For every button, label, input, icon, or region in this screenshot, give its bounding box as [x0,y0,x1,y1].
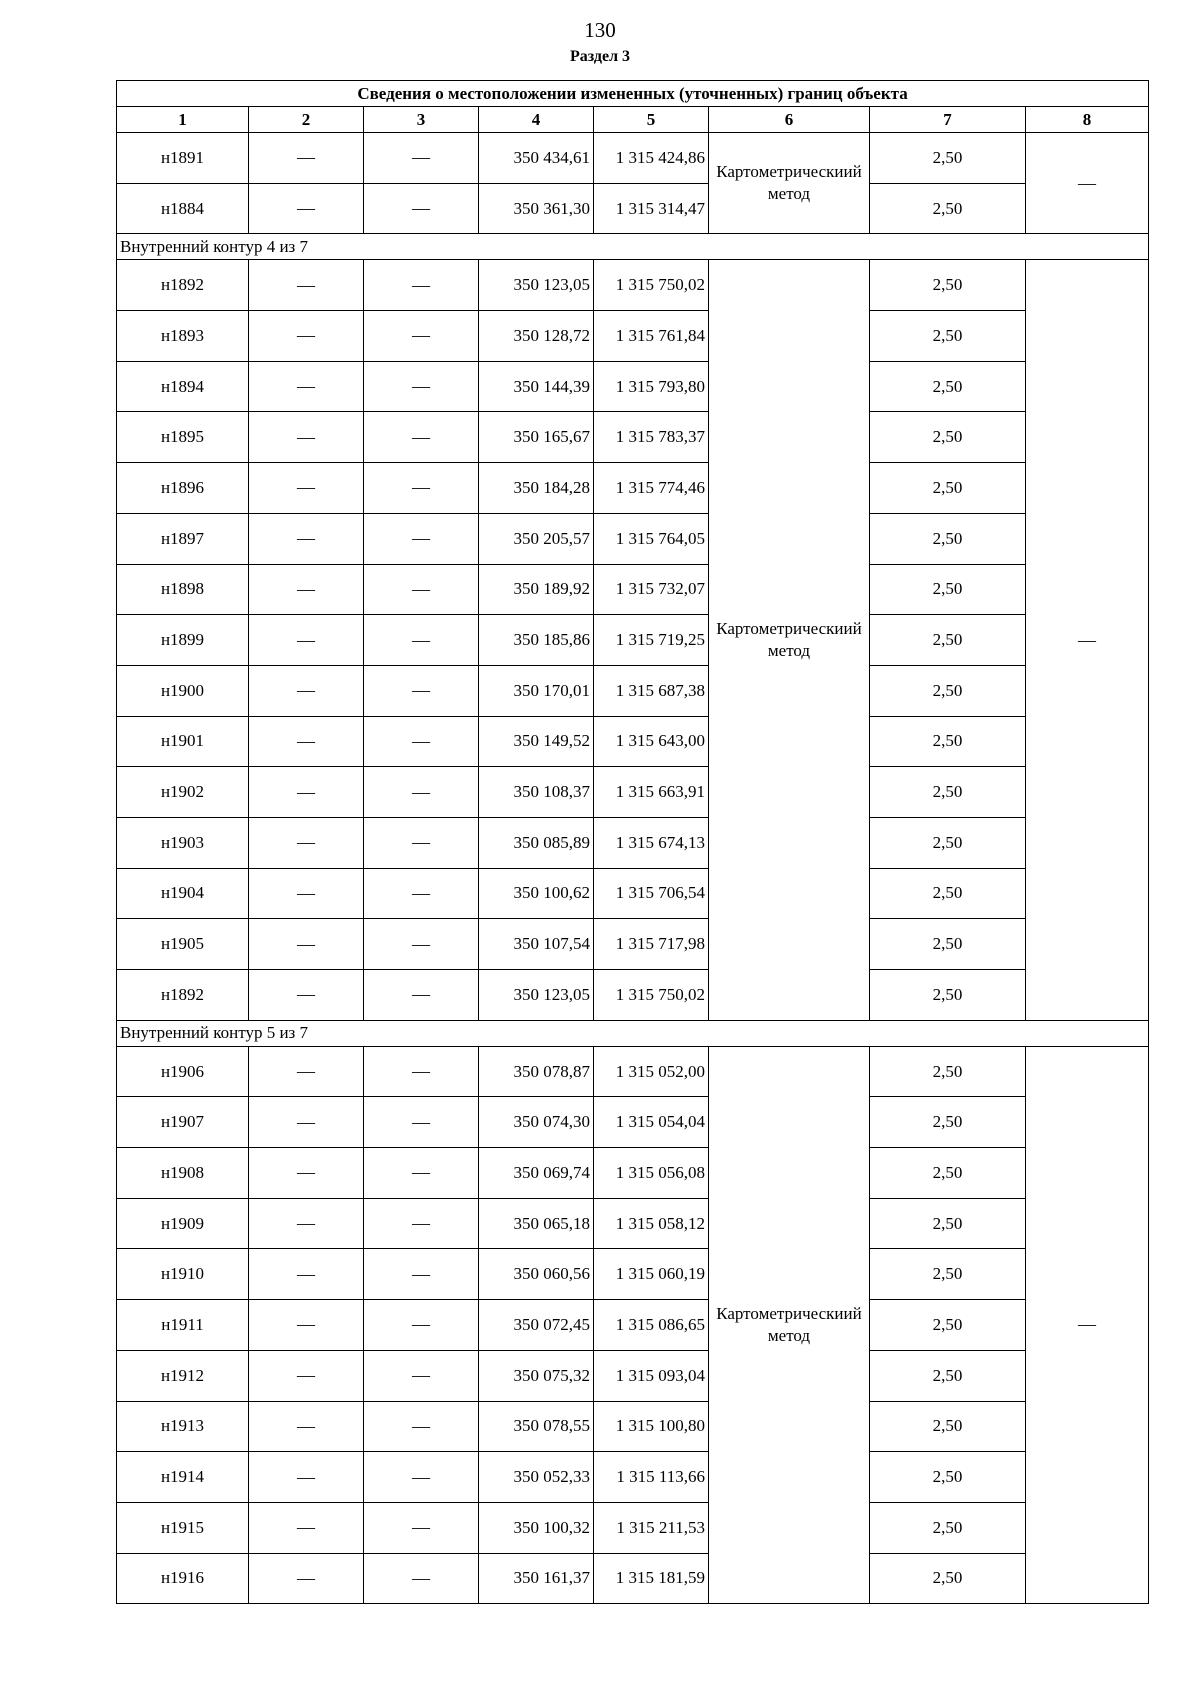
point-name-cell: н1892 [117,970,249,1021]
accuracy-cell: 2,50 [870,1097,1026,1148]
accuracy-cell: 2,50 [870,1350,1026,1401]
dash-cell: — [364,1249,479,1300]
dash-cell: — [249,412,364,463]
table-row [117,1198,1149,1249]
dash-cell: — [364,1046,479,1097]
table-row [117,868,1149,919]
dash-cell: — [249,463,364,514]
table-caption: Сведения о местоположении измененных (уточненных) границ объекта [117,81,1149,107]
accuracy-cell: 2,50 [870,1198,1026,1249]
x-coordinate-cell: 350 069,74 [479,1148,594,1199]
x-coordinate-cell: 350 149,52 [479,716,594,767]
dash-cell: — [364,919,479,970]
accuracy-cell: 2,50 [870,970,1026,1021]
dash-cell: — [249,1401,364,1452]
accuracy-cell: 2,50 [870,1300,1026,1351]
table-caption-row [117,81,1149,107]
y-coordinate-cell: 1 315 783,37 [594,412,709,463]
point-name-cell: н1894 [117,361,249,412]
dash-cell: — [364,311,479,362]
y-coordinate-cell: 1 315 100,80 [594,1401,709,1452]
dash-cell: — [364,868,479,919]
dash-cell: — [364,260,479,311]
y-coordinate-cell: 1 315 054,04 [594,1097,709,1148]
dash-cell: — [364,1300,479,1351]
dash-cell: — [249,260,364,311]
x-coordinate-cell: 350 075,32 [479,1350,594,1401]
table-row [117,133,1149,184]
table-row [117,665,1149,716]
dash-cell: — [249,1502,364,1553]
column-8-cell: — [1026,1046,1149,1604]
x-coordinate-cell: 350 052,33 [479,1452,594,1503]
accuracy-cell: 2,50 [870,133,1026,184]
dash-cell: — [249,817,364,868]
table-row [117,767,1149,818]
x-coordinate-cell: 350 205,57 [479,513,594,564]
column-number: 4 [479,107,594,133]
contour-header-row [117,234,1149,260]
contour-label: Внутренний контур 5 из 7 [117,1020,1149,1046]
point-name-cell: н1913 [117,1401,249,1452]
column-number: 6 [709,107,870,133]
dash-cell: — [364,183,479,234]
dash-cell: — [364,463,479,514]
dash-cell: — [249,665,364,716]
method-cell: Картометрическиий метод [709,1046,870,1604]
dash-cell: — [249,1350,364,1401]
dash-cell: — [364,665,479,716]
table-row [117,970,1149,1021]
dash-cell: — [364,716,479,767]
dash-cell: — [249,311,364,362]
dash-cell: — [249,564,364,615]
x-coordinate-cell: 350 434,61 [479,133,594,184]
dash-cell: — [364,1148,479,1199]
y-coordinate-cell: 1 315 093,04 [594,1350,709,1401]
x-coordinate-cell: 350 184,28 [479,463,594,514]
x-coordinate-cell: 350 100,32 [479,1502,594,1553]
dash-cell: — [249,716,364,767]
accuracy-cell: 2,50 [870,1502,1026,1553]
accuracy-cell: 2,50 [870,716,1026,767]
table-row [117,183,1149,234]
dash-cell: — [364,1097,479,1148]
point-name-cell: н1901 [117,716,249,767]
y-coordinate-cell: 1 315 750,02 [594,260,709,311]
y-coordinate-cell: 1 315 793,80 [594,361,709,412]
table-row [117,564,1149,615]
table-row [117,1401,1149,1452]
dash-cell: — [249,767,364,818]
x-coordinate-cell: 350 189,92 [479,564,594,615]
accuracy-cell: 2,50 [870,1249,1026,1300]
table-row [117,1553,1149,1604]
point-name-cell: н1911 [117,1300,249,1351]
column-8-cell: — [1026,133,1149,234]
column-number: 7 [870,107,1026,133]
x-coordinate-cell: 350 078,55 [479,1401,594,1452]
point-name-cell: н1906 [117,1046,249,1097]
y-coordinate-cell: 1 315 706,54 [594,868,709,919]
point-name-cell: н1903 [117,817,249,868]
method-cell: Картометрическиий метод [709,133,870,234]
dash-cell: — [364,1452,479,1503]
method-cell: Картометрическиий метод [709,260,870,1020]
y-coordinate-cell: 1 315 761,84 [594,311,709,362]
y-coordinate-cell: 1 315 113,66 [594,1452,709,1503]
table-row [117,817,1149,868]
accuracy-cell: 2,50 [870,513,1026,564]
x-coordinate-cell: 350 108,37 [479,767,594,818]
point-name-cell: н1902 [117,767,249,818]
table-row [117,1097,1149,1148]
accuracy-cell: 2,50 [870,1046,1026,1097]
dash-cell: — [249,1553,364,1604]
y-coordinate-cell: 1 315 060,19 [594,1249,709,1300]
point-name-cell: н1916 [117,1553,249,1604]
x-coordinate-cell: 350 085,89 [479,817,594,868]
dash-cell: — [364,1198,479,1249]
section-title: Раздел 3 [569,48,631,65]
y-coordinate-cell: 1 315 181,59 [594,1553,709,1604]
accuracy-cell: 2,50 [870,767,1026,818]
column-number: 3 [364,107,479,133]
y-coordinate-cell: 1 315 719,25 [594,615,709,666]
dash-cell: — [249,361,364,412]
x-coordinate-cell: 350 123,05 [479,970,594,1021]
accuracy-cell: 2,50 [870,183,1026,234]
y-coordinate-cell: 1 315 687,38 [594,665,709,716]
x-coordinate-cell: 350 170,01 [479,665,594,716]
table-row [117,919,1149,970]
x-coordinate-cell: 350 123,05 [479,260,594,311]
y-coordinate-cell: 1 315 732,07 [594,564,709,615]
point-name-cell: н1891 [117,133,249,184]
point-name-cell: н1908 [117,1148,249,1199]
x-coordinate-cell: 350 107,54 [479,919,594,970]
x-coordinate-cell: 350 144,39 [479,361,594,412]
table-row [117,1502,1149,1553]
y-coordinate-cell: 1 315 764,05 [594,513,709,564]
dash-cell: — [249,970,364,1021]
dash-cell: — [249,513,364,564]
y-coordinate-cell: 1 315 086,65 [594,1300,709,1351]
x-coordinate-cell: 350 060,56 [479,1249,594,1300]
boundary-coordinates-table [116,80,1149,1604]
dash-cell: — [364,767,479,818]
dash-cell: — [249,1148,364,1199]
table-row [117,311,1149,362]
y-coordinate-cell: 1 315 674,13 [594,817,709,868]
column-number: 2 [249,107,364,133]
accuracy-cell: 2,50 [870,868,1026,919]
dash-cell: — [249,615,364,666]
accuracy-cell: 2,50 [870,817,1026,868]
point-name-cell: н1893 [117,311,249,362]
point-name-cell: н1905 [117,919,249,970]
accuracy-cell: 2,50 [870,1553,1026,1604]
dash-cell: — [249,1249,364,1300]
contour-header-row [117,1020,1149,1046]
column-number: 8 [1026,107,1149,133]
y-coordinate-cell: 1 315 750,02 [594,970,709,1021]
dash-cell: — [364,133,479,184]
table-row [117,615,1149,666]
dash-cell: — [364,1502,479,1553]
point-name-cell: н1898 [117,564,249,615]
point-name-cell: н1892 [117,260,249,311]
point-name-cell: н1910 [117,1249,249,1300]
point-name-cell: н1884 [117,183,249,234]
dash-cell: — [249,183,364,234]
x-coordinate-cell: 350 065,18 [479,1198,594,1249]
dash-cell: — [364,513,479,564]
accuracy-cell: 2,50 [870,615,1026,666]
x-coordinate-cell: 350 128,72 [479,311,594,362]
x-coordinate-cell: 350 078,87 [479,1046,594,1097]
x-coordinate-cell: 350 361,30 [479,183,594,234]
point-name-cell: н1896 [117,463,249,514]
dash-cell: — [249,1097,364,1148]
point-name-cell: н1915 [117,1502,249,1553]
column-number: 5 [594,107,709,133]
dash-cell: — [364,1350,479,1401]
dash-cell: — [364,615,479,666]
accuracy-cell: 2,50 [870,260,1026,311]
dash-cell: — [249,1046,364,1097]
y-coordinate-cell: 1 315 663,91 [594,767,709,818]
dash-cell: — [249,1452,364,1503]
table-row [117,1249,1149,1300]
accuracy-cell: 2,50 [870,1452,1026,1503]
y-coordinate-cell: 1 315 643,00 [594,716,709,767]
dash-cell: — [249,1198,364,1249]
accuracy-cell: 2,50 [870,1148,1026,1199]
table-row [117,716,1149,767]
dash-cell: — [249,1300,364,1351]
point-name-cell: н1914 [117,1452,249,1503]
dash-cell: — [364,970,479,1021]
accuracy-cell: 2,50 [870,463,1026,514]
table-body [117,133,1149,1604]
dash-cell: — [364,361,479,412]
dash-cell: — [364,1401,479,1452]
point-name-cell: н1895 [117,412,249,463]
x-coordinate-cell: 350 100,62 [479,868,594,919]
x-coordinate-cell: 350 072,45 [479,1300,594,1351]
table-row [117,412,1149,463]
table-row [117,463,1149,514]
table-row [117,361,1149,412]
dash-cell: — [364,1553,479,1604]
accuracy-cell: 2,50 [870,564,1026,615]
y-coordinate-cell: 1 315 424,86 [594,133,709,184]
dash-cell: — [364,412,479,463]
point-name-cell: н1897 [117,513,249,564]
y-coordinate-cell: 1 315 717,98 [594,919,709,970]
point-name-cell: н1904 [117,868,249,919]
dash-cell: — [364,817,479,868]
table-row [117,260,1149,311]
point-name-cell: н1899 [117,615,249,666]
accuracy-cell: 2,50 [870,919,1026,970]
y-coordinate-cell: 1 315 774,46 [594,463,709,514]
accuracy-cell: 2,50 [870,412,1026,463]
point-name-cell: н1900 [117,665,249,716]
x-coordinate-cell: 350 185,86 [479,615,594,666]
table-row [117,1452,1149,1503]
column-number-row [117,107,1149,133]
x-coordinate-cell: 350 074,30 [479,1097,594,1148]
accuracy-cell: 2,50 [870,1401,1026,1452]
table-row [117,1300,1149,1351]
point-name-cell: н1907 [117,1097,249,1148]
y-coordinate-cell: 1 315 314,47 [594,183,709,234]
page-number: 130 [584,18,616,42]
contour-label: Внутренний контур 4 из 7 [117,234,1149,260]
x-coordinate-cell: 350 165,67 [479,412,594,463]
y-coordinate-cell: 1 315 056,08 [594,1148,709,1199]
table-row [117,1148,1149,1199]
table-row [117,513,1149,564]
point-name-cell: н1912 [117,1350,249,1401]
y-coordinate-cell: 1 315 052,00 [594,1046,709,1097]
dash-cell: — [249,919,364,970]
accuracy-cell: 2,50 [870,361,1026,412]
table-row [117,1350,1149,1401]
dash-cell: — [249,133,364,184]
dash-cell: — [249,868,364,919]
table-row [117,1046,1149,1097]
point-name-cell: н1909 [117,1198,249,1249]
y-coordinate-cell: 1 315 211,53 [594,1502,709,1553]
x-coordinate-cell: 350 161,37 [479,1553,594,1604]
y-coordinate-cell: 1 315 058,12 [594,1198,709,1249]
column-number: 1 [117,107,249,133]
accuracy-cell: 2,50 [870,311,1026,362]
column-8-cell: — [1026,260,1149,1020]
accuracy-cell: 2,50 [870,665,1026,716]
dash-cell: — [364,564,479,615]
